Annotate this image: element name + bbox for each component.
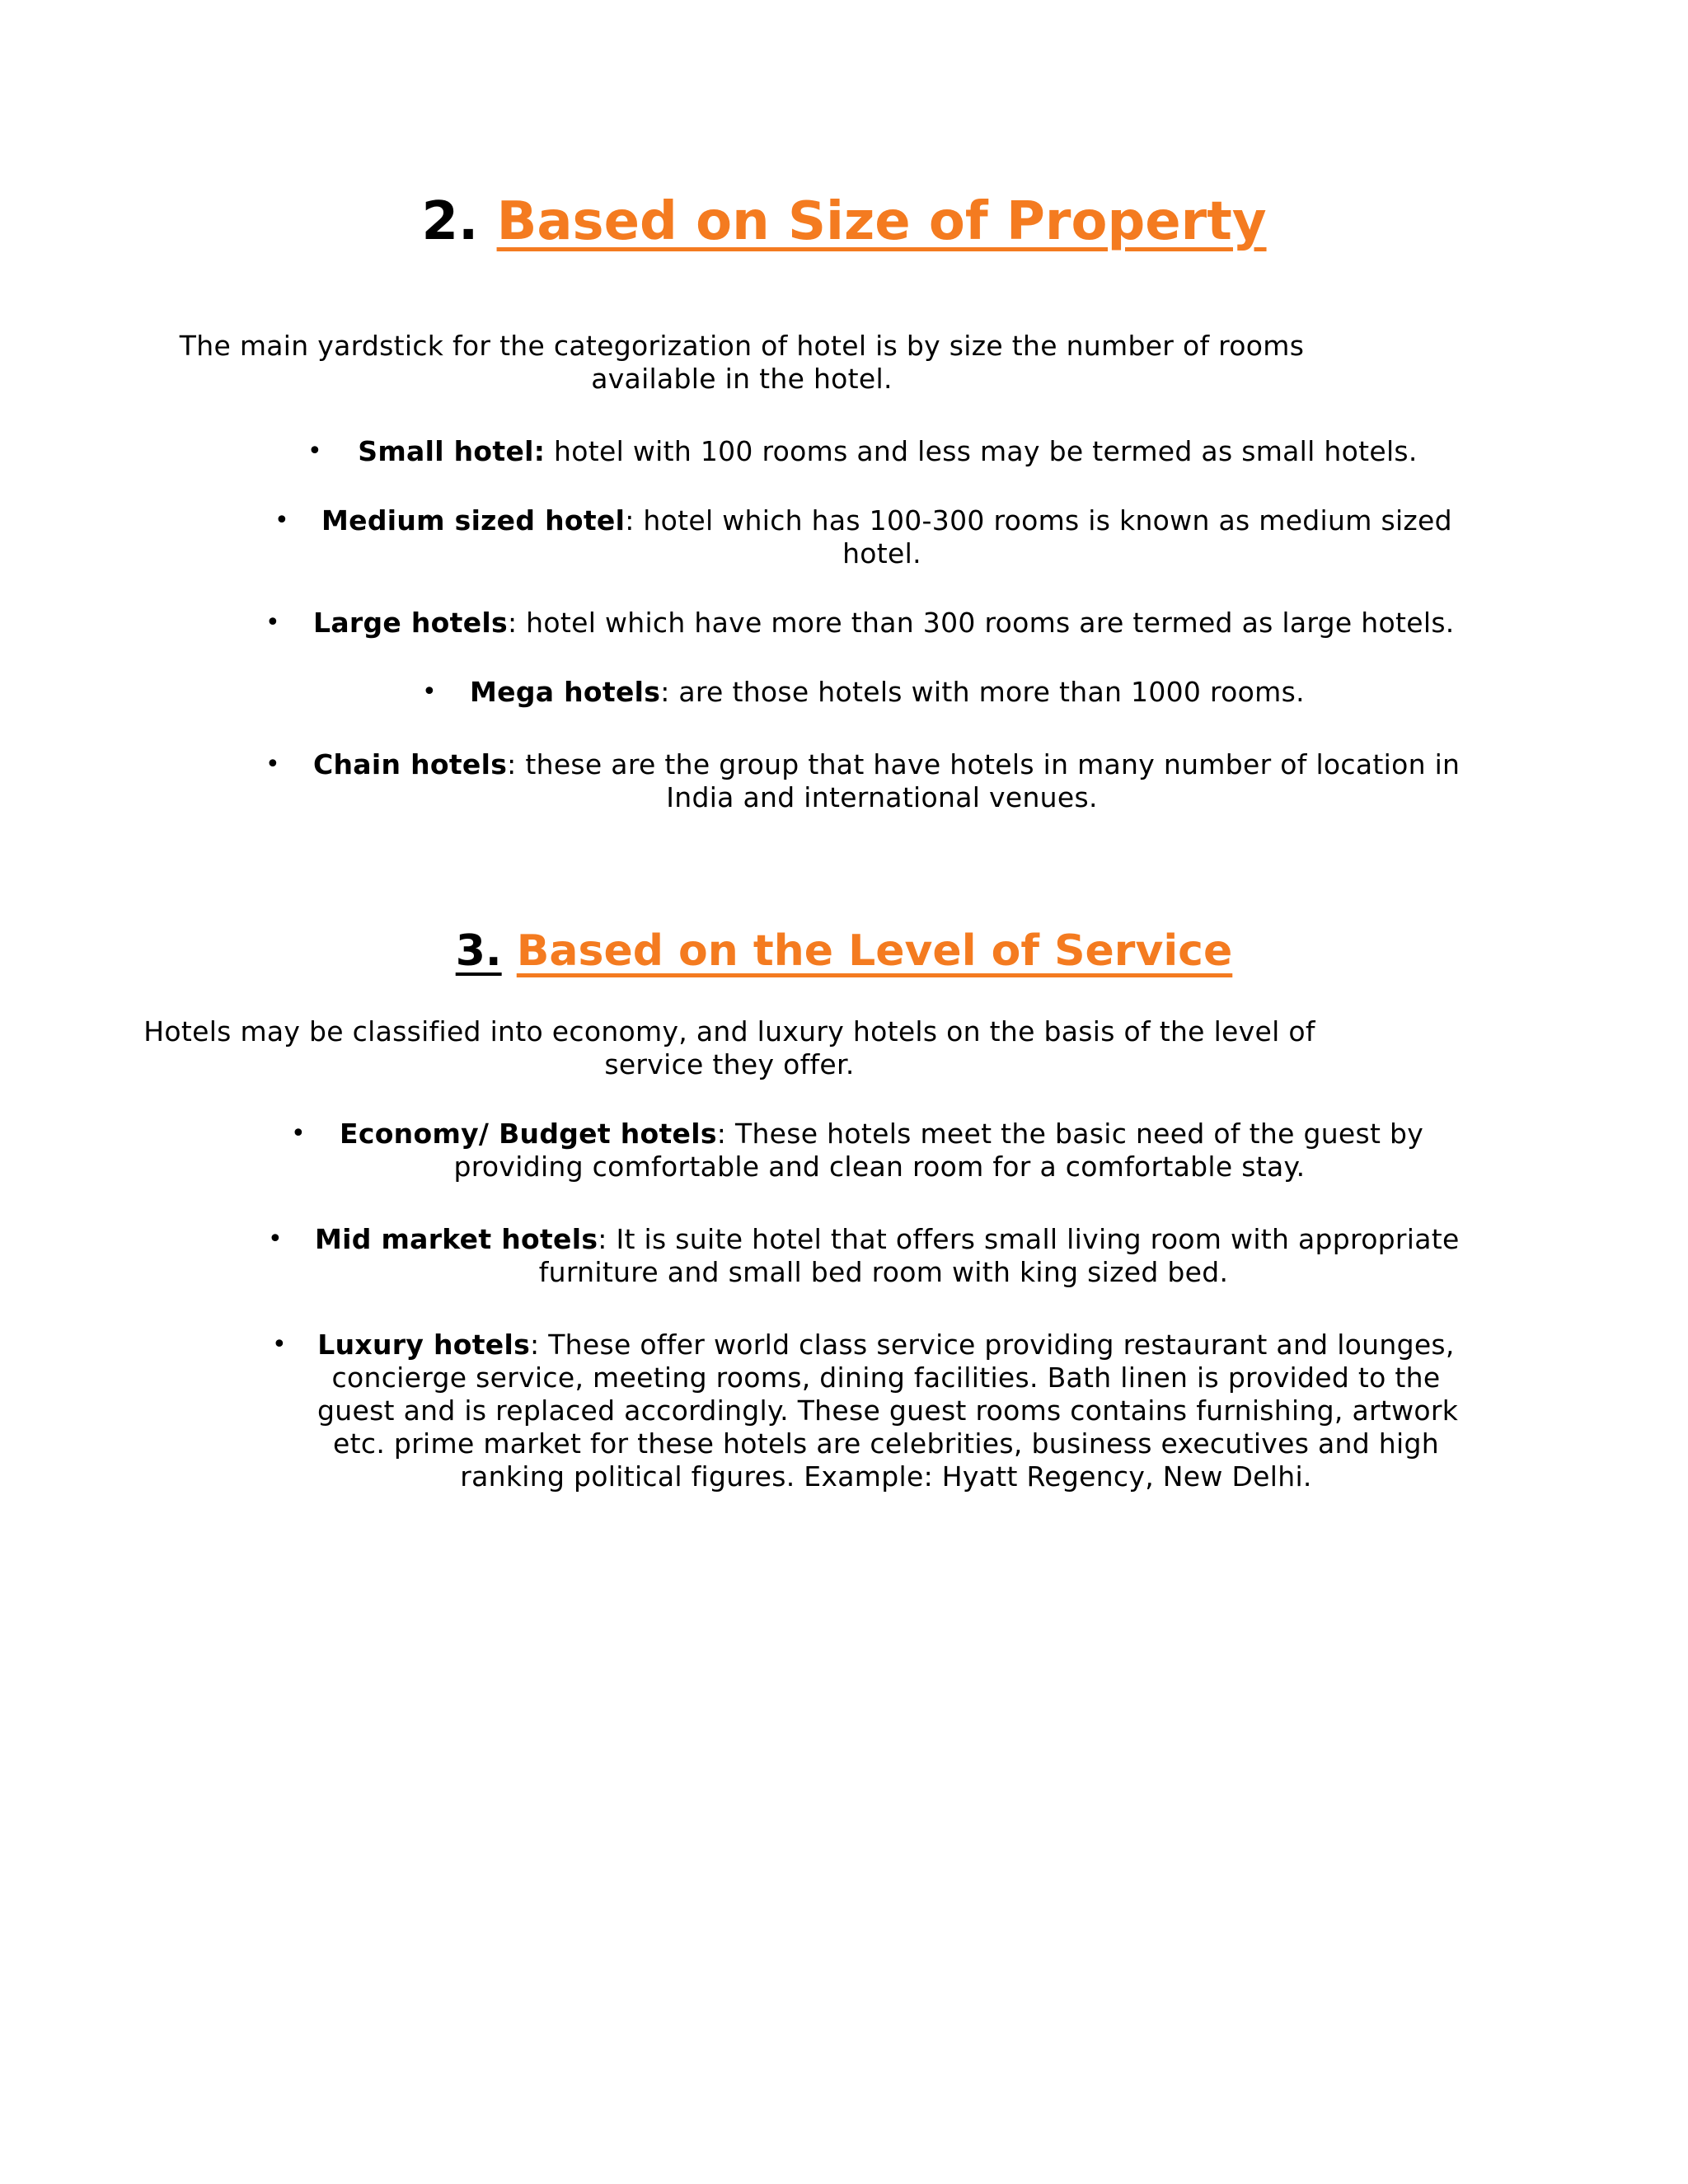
item-term: Mid market hotels [315,1223,598,1255]
bullet-icon: • [274,506,289,535]
bullet-icon: • [268,1225,283,1254]
section-3-number: 3. [455,926,502,976]
list-item-small-hotel [356,435,1419,468]
item-text: furniture and small bed room with king sized bed. [538,1256,1229,1288]
item-text: : hotel which has 100-300 rooms is known as medium sized [625,504,1452,537]
item-text: etc. prime market for these hotels are celebrities, business executives and high [333,1427,1439,1460]
item-text: India and international venues. [666,781,1098,813]
item-text: hotel. [842,537,921,569]
item-text: : It is suite hotel that offers small living room with appropriate [598,1223,1460,1255]
item-text: ranking political figures. Example: Hyatt Regency, New Delhi. [460,1460,1312,1493]
bullet-icon: • [291,1119,306,1148]
list-item-chain-hotels [313,748,1461,814]
item-term: Mega hotels [470,676,661,708]
section-2-heading [0,191,1688,252]
list-item-economy-hotels [340,1118,1424,1183]
bullet-icon: • [307,437,322,466]
item-text: concierge service, meeting rooms, dining facilities. Bath linen is provided to the [331,1361,1441,1394]
intro-line: The main yardstick for the categorization of hotel is by size the number of rooms [179,330,1305,362]
bullet-icon: • [265,750,280,779]
item-text: : are those hotels with more than 1000 rooms. [660,676,1305,708]
item-text: hotel with 100 rooms and less may be termed as small hotels. [545,435,1418,467]
item-text: : These offer world class service providing restaurant and lounges, [530,1329,1455,1361]
section-3-intro [0,1015,1459,1081]
item-term: Large hotels [313,607,508,639]
list-item-mid-market-hotels [315,1223,1460,1289]
item-term: Small hotel: [358,435,546,467]
item-text: guest and is replaced accordingly. These guest rooms contains furnishing, artwork [317,1394,1459,1427]
section-3-title: Based on the Level of Service [516,926,1233,976]
item-text: : These hotels meet the basic need of the guest by [716,1118,1424,1150]
item-text: : hotel which have more than 300 rooms are termed as large hotels. [507,607,1455,639]
item-term: Medium sized hotel [321,504,626,537]
item-text: : these are the group that have hotels in many number of location in [507,748,1461,780]
section-2-number: 2. [421,191,479,252]
intro-line: available in the hotel. [591,363,893,395]
intro-line: Hotels may be classified into economy, and luxury hotels on the basis of the level of [143,1015,1315,1047]
list-item-luxury-hotels [317,1329,1459,1493]
item-term: Economy/ Budget hotels [340,1118,717,1150]
list-item-mega-hotels [470,676,1305,709]
section-2-intro [0,330,1484,396]
item-text: providing comfortable and clean room for a comfortable stay. [453,1151,1306,1183]
bullet-icon: • [272,1330,287,1359]
section-2-title: Based on Size of Property [496,191,1267,252]
item-term: Chain hotels [313,748,508,780]
list-item-medium-hotel [321,504,1452,570]
intro-line: service they offer. [604,1048,855,1080]
bullet-icon: • [265,608,280,637]
item-term: Luxury hotels [317,1329,531,1361]
section-3-heading [0,926,1688,976]
list-item-large-hotels [313,607,1455,640]
bullet-icon: • [422,677,437,706]
